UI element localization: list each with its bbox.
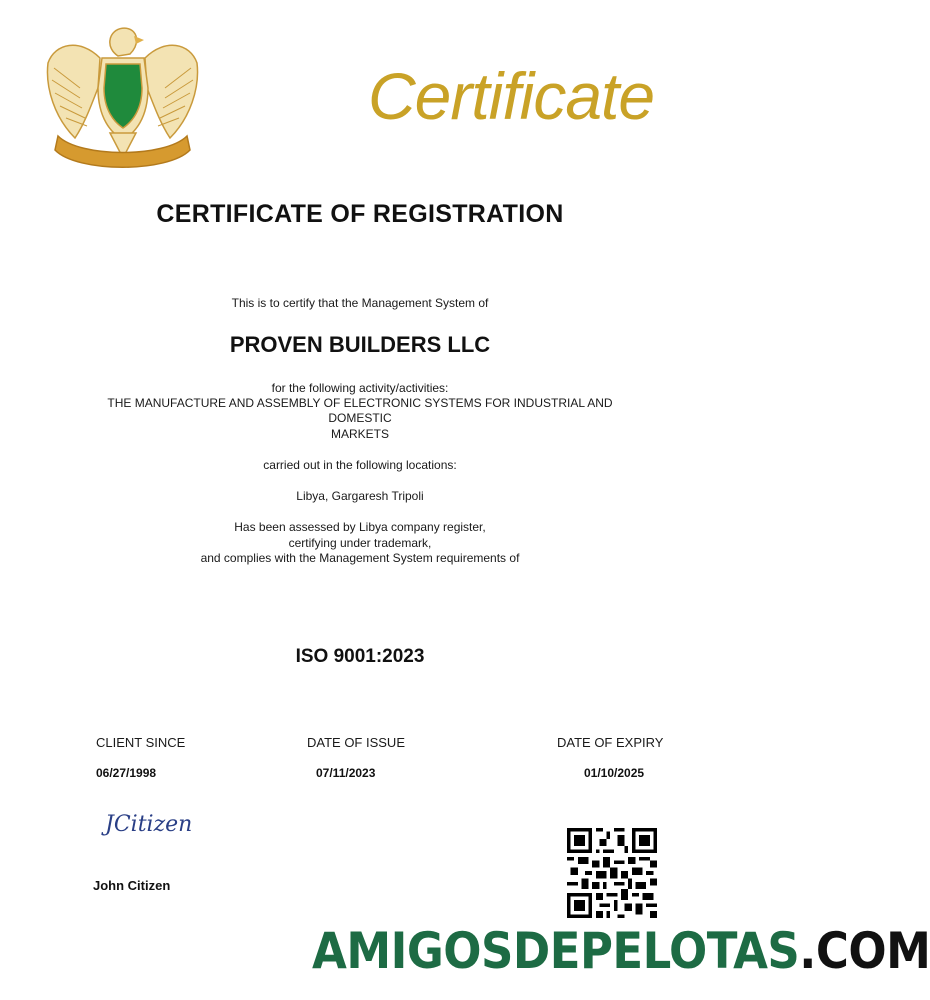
certificate-heading-script: Certificate bbox=[368, 59, 655, 133]
date-of-issue-label: DATE OF ISSUE bbox=[307, 735, 405, 750]
locations-value: Libya, Gargaresh Tripoli bbox=[296, 489, 424, 503]
signer-name: John Citizen bbox=[93, 878, 171, 893]
client-since-label: CLIENT SINCE bbox=[96, 735, 186, 750]
date-of-issue-value: 07/11/2023 bbox=[316, 766, 376, 780]
date-of-expiry-label: DATE OF EXPIRY bbox=[557, 735, 664, 750]
watermark-name: AMIGOSDEPELOTAS bbox=[312, 922, 800, 980]
assessment-line-2: certifying under trademark, bbox=[288, 536, 432, 550]
activity-intro: for the following activity/activities: bbox=[271, 381, 449, 395]
website-watermark bbox=[312, 922, 930, 980]
handwritten-signature: JCitizen bbox=[105, 812, 193, 837]
client-since-value: 06/27/1998 bbox=[96, 766, 157, 780]
page-title: CERTIFICATE OF REGISTRATION bbox=[156, 200, 564, 228]
date-of-expiry-value: 01/10/2025 bbox=[584, 766, 645, 780]
locations-intro: carried out in the following locations: bbox=[263, 458, 457, 472]
iso-standard: ISO 9001:2023 bbox=[295, 646, 425, 667]
assessment-line-1: Has been assessed by Libya company register, bbox=[234, 520, 486, 534]
activity-line-2: DOMESTIC bbox=[328, 411, 392, 425]
activity-line-1: THE MANUFACTURE AND ASSEMBLY OF ELECTRONIC SYSTEMS FOR INDUSTRIAL AND bbox=[107, 396, 613, 410]
certify-line: This is to certify that the Management System of bbox=[231, 296, 489, 310]
watermark-tld: .COM bbox=[799, 922, 930, 980]
assessment-line-3: and complies with the Management System requirements of bbox=[200, 551, 520, 565]
company-name: PROVEN BUILDERS LLC bbox=[229, 332, 491, 357]
qr-code-icon bbox=[567, 828, 657, 918]
eagle-emblem-icon bbox=[40, 18, 205, 173]
activity-line-3: MARKETS bbox=[330, 427, 389, 441]
